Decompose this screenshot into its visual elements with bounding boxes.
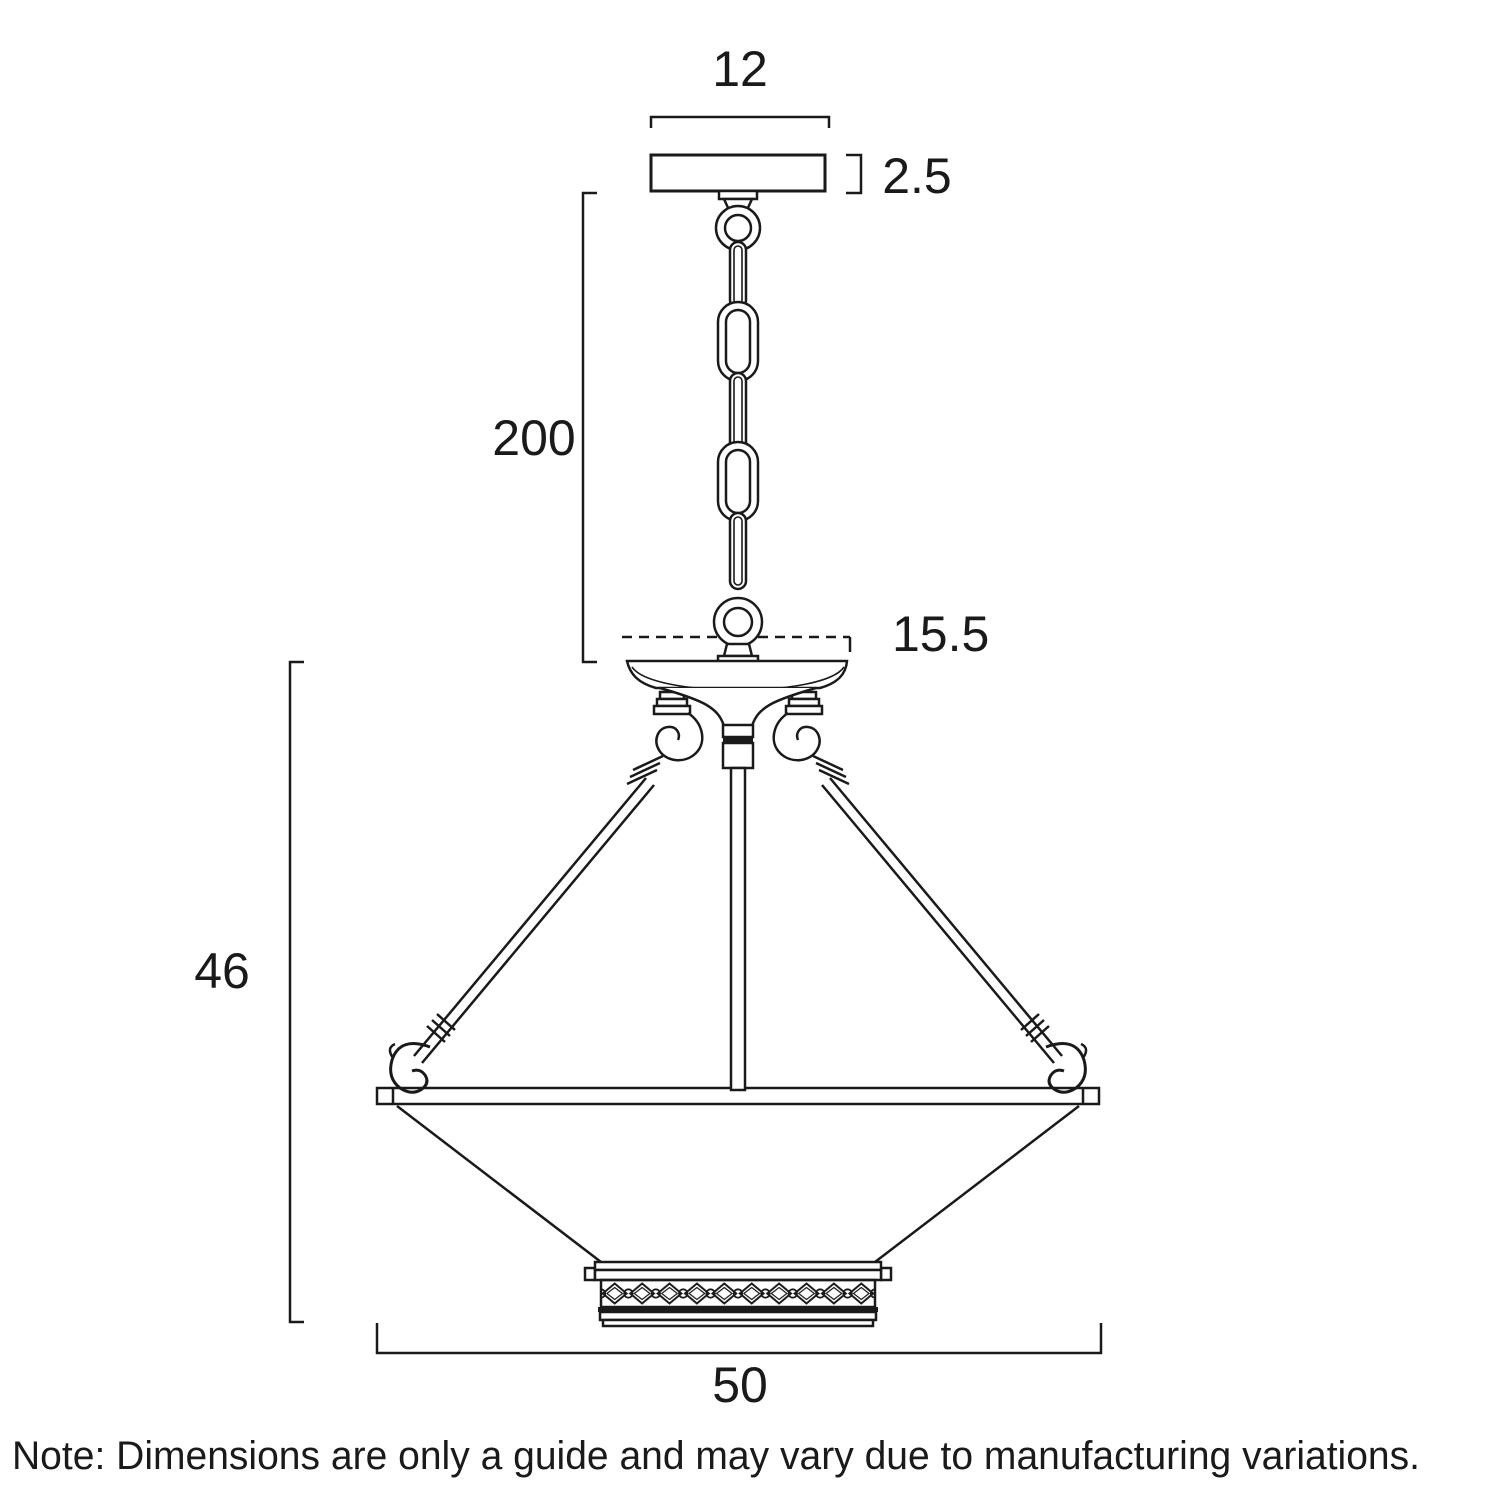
chain-link <box>718 442 758 521</box>
ceiling-canopy <box>651 155 825 210</box>
scroll-arm-left <box>627 692 702 784</box>
chain-link <box>730 242 746 308</box>
stem-collar-upper <box>723 725 753 737</box>
bowl-sloped-sides <box>397 1106 1079 1262</box>
dimension-label-canopy-height: 2.5 <box>882 148 952 204</box>
scroll-volute <box>774 713 820 760</box>
upper-holder <box>627 661 849 1090</box>
dimension-label-canopy-width: 12 <box>712 41 768 97</box>
hanging-ring-bottom-inner <box>724 608 752 636</box>
chain-link <box>730 513 746 589</box>
band-upper-strip <box>595 1270 881 1280</box>
chain-link <box>718 302 758 381</box>
dimension-canopy-height <box>846 148 952 204</box>
dimension-line-canopy-width <box>651 117 829 128</box>
support-rod-right <box>822 778 1062 1063</box>
chain-link <box>730 373 746 451</box>
arm-collar <box>786 706 822 714</box>
dimension-line-body-height <box>290 662 304 1322</box>
note-text: Note: Dimensions are only a guide and may vary due to manufacturing variations. <box>12 1434 1420 1478</box>
bowl-shade <box>377 1088 1099 1326</box>
scroll-volute <box>656 713 702 760</box>
support-rod-left <box>414 778 654 1063</box>
scroll-arm-right <box>774 692 849 784</box>
arm-collar <box>654 706 690 714</box>
canopy-plate <box>651 155 825 191</box>
dimension-holder-width <box>622 606 989 662</box>
dimension-label-chain-length: 200 <box>492 410 576 466</box>
band-lattice-pattern <box>601 1280 875 1307</box>
dimension-label-body-height: 46 <box>194 943 250 999</box>
band-bottom-lip <box>603 1320 873 1326</box>
dimension-line-body-width <box>377 1323 1101 1353</box>
dimension-body-height <box>194 662 304 1322</box>
rod-hook-left <box>391 1044 430 1093</box>
centre-stem-rod <box>731 768 745 1090</box>
dimension-body-width <box>377 1323 1101 1413</box>
stem-collar-lower <box>723 743 753 768</box>
band-tab-right <box>881 1268 891 1280</box>
dimension-line-canopy-height <box>846 155 861 193</box>
dimension-chain-length <box>492 193 597 662</box>
dimension-label-body-width: 50 <box>712 1357 768 1413</box>
holder-dish <box>627 661 847 688</box>
dimension-label-holder-width: 15.5 <box>892 606 990 662</box>
ring-collar <box>724 644 752 656</box>
rod-hook-right <box>1046 1044 1085 1093</box>
dimension-line-chain-length <box>583 193 597 662</box>
decorative-band <box>585 1262 891 1326</box>
chain <box>714 206 762 663</box>
band-tab-left <box>585 1268 595 1280</box>
hanging-ring-top-inner <box>725 215 751 241</box>
dimension-canopy-width <box>651 41 829 128</box>
